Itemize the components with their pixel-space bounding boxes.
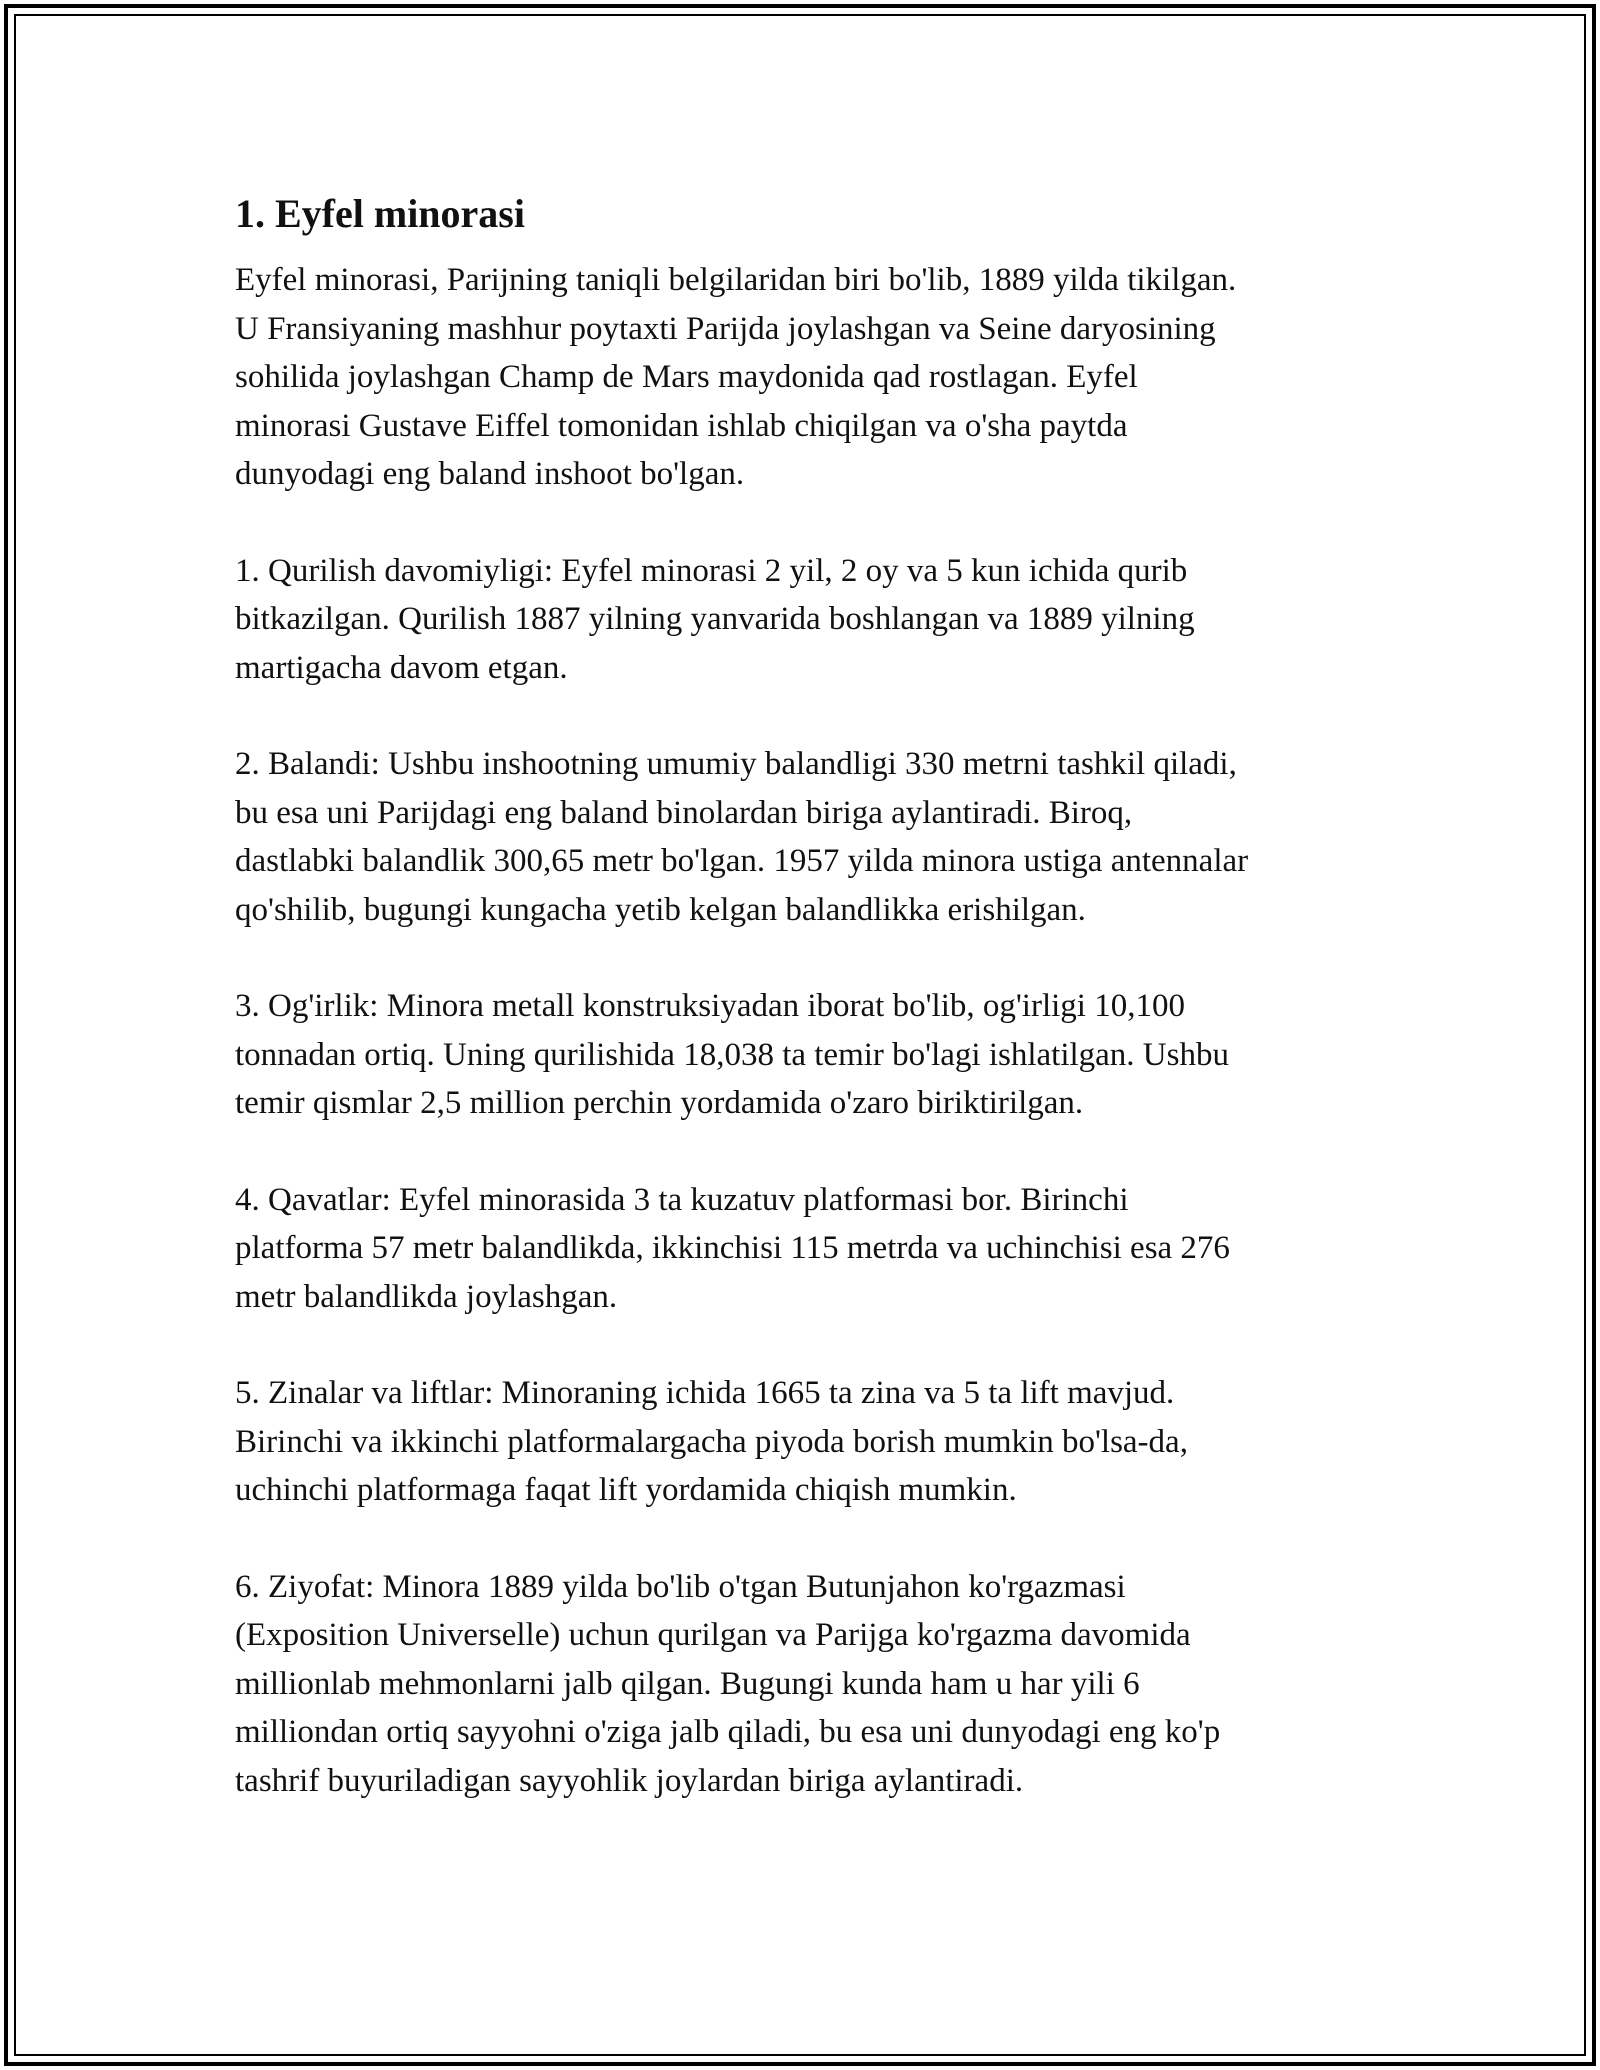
document-title: 1. Eyfel minorasi [235,191,525,236]
text-line: platforma 57 metr balandlikda, ikkinchisi 115 metrda va uchinchisi esa 276 [235,1230,1230,1266]
text-line: millionlab mehmonlarni jalb qilgan. Bugungi kunda ham u har yili 6 [235,1665,1140,1702]
text-line: U Fransiyaning mashhur poytaxti Parijda joylashgan va Seine daryosining [235,310,1216,347]
text-line: minorasi Gustave Eiffel tomonidan ishlab chiqilgan va o'sha paytda [235,407,1128,444]
text-line: qo'shilib, bugungi kungacha yetib kelgan balandlikka erishilgan. [235,891,1086,928]
text-line: Eyfel minorasi, Parijning taniqli belgilaridan biri bo'lib, 1889 yilda tikilgan. [235,262,1237,298]
paragraph-construction-duration [235,547,1385,693]
text-line: Birinchi va ikkinchi platformalargacha piyoda borish mumkin bo'lsa-da, [235,1423,1188,1460]
text-line: (Exposition Universelle) uchun qurilgan va Parijga ko'rgazma davomida [235,1617,1191,1653]
text-line: uchinchi platformaga faqat lift yordamida chiqish mumkin. [235,1472,1017,1508]
text-line: 3. Og'irlik: Minora metall konstruksiyadan iborat bo'lib, og'irligi 10,100 [235,988,1185,1024]
paragraph-stairs-lifts [235,1369,1385,1515]
text-line: dastlabki balandlik 300,65 metr bo'lgan. 1957 yilda minora ustiga antennalar [235,843,1249,879]
text-line: dunyodagi eng baland inshoot bo'lgan. [235,456,745,492]
text-line: temir qismlar 2,5 million perchin yordamida o'zaro biriktirilgan. [235,1085,1084,1121]
text-line: 6. Ziyofat: Minora 1889 yilda bo'lib o'tgan Butunjahon ko'rgazmasi [235,1568,1126,1605]
text-line: tashrif buyuriladigan sayyohlik joylardan biriga aylantiradi. [235,1762,1024,1799]
text-line: 4. Qavatlar: Eyfel minorasida 3 ta kuzatuv platformasi bor. Birinchi [235,1181,1129,1218]
text-line: metr balandlikda joylashgan. [235,1278,618,1315]
text-line: tonnadan ortiq. Uning qurilishida 18,038 ta temir bo'lagi ishlatilgan. Ushbu [235,1036,1229,1073]
text-line: sohilida joylashgan Champ de Mars maydonida qad rostlagan. Eyfel [235,359,1138,395]
document-body [235,188,1385,1853]
paragraph-height [235,740,1385,934]
paragraph-weight [235,982,1385,1128]
text-line: bu esa uni Parijdagi eng baland binolardan biriga aylantiradi. Biroq, [235,794,1133,831]
text-line: 1. Qurilish davomiyligi: Eyfel minorasi 2 yil, 2 oy va 5 kun ichida qurib [235,552,1188,589]
paragraph-floors [235,1176,1385,1322]
text-line: bitkazilgan. Qurilish 1887 yilning yanvarida boshlangan va 1889 yilning [235,601,1195,637]
text-line: martigacha davom etgan. [235,649,568,686]
paragraph-visitors [235,1563,1385,1806]
text-line: 5. Zinalar va liftlar: Minoraning ichida 1665 ta zina va 5 ta lift mavjud. [235,1375,1175,1411]
paragraph-intro [235,256,1385,499]
text-line: milliondan ortiq sayyohni o'ziga jalb qiladi, bu esa uni dunyodagi eng ko'p [235,1714,1221,1750]
text-line: 2. Balandi: Ushbu inshootning umumiy balandligi 330 metrni tashkil qiladi, [235,746,1237,782]
